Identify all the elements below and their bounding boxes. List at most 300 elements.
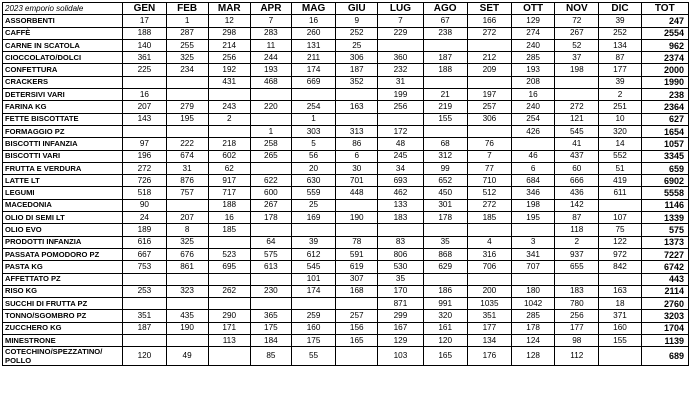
value-cell: 238 bbox=[423, 27, 467, 39]
value-cell bbox=[599, 273, 641, 285]
value-cell: 167 bbox=[378, 322, 423, 334]
value-cell: 39 bbox=[599, 76, 641, 88]
row-label: CAFFÈ bbox=[3, 27, 123, 39]
value-cell: 619 bbox=[336, 261, 378, 273]
row-total-cell: 575 bbox=[641, 224, 688, 236]
value-cell: 120 bbox=[423, 335, 467, 347]
value-cell: 83 bbox=[378, 236, 423, 248]
value-cell: 937 bbox=[555, 248, 599, 260]
column-header-lug: LUG bbox=[378, 3, 423, 15]
value-cell: 255 bbox=[166, 39, 208, 51]
value-cell: 313 bbox=[336, 125, 378, 137]
value-cell: 188 bbox=[208, 199, 250, 211]
table-row bbox=[3, 335, 689, 347]
row-label: FARINA KG bbox=[3, 101, 123, 113]
column-header-tot: TOT bbox=[641, 3, 688, 15]
row-label: OLIO DI SEMI LT bbox=[3, 212, 123, 224]
value-cell bbox=[336, 113, 378, 125]
value-cell bbox=[336, 199, 378, 211]
table-row bbox=[3, 285, 689, 297]
row-label: ASSORBENTI bbox=[3, 15, 123, 27]
value-cell: 49 bbox=[166, 347, 208, 366]
value-cell: 876 bbox=[166, 175, 208, 187]
value-cell: 143 bbox=[123, 113, 166, 125]
value-cell: 16 bbox=[512, 89, 555, 101]
value-cell: 118 bbox=[555, 224, 599, 236]
value-cell bbox=[599, 347, 641, 366]
value-cell: 325 bbox=[166, 52, 208, 64]
value-cell: 67 bbox=[423, 15, 467, 27]
row-total-cell: 2114 bbox=[641, 285, 688, 297]
value-cell: 195 bbox=[166, 113, 208, 125]
value-cell: 320 bbox=[423, 310, 467, 322]
value-cell: 5 bbox=[291, 138, 335, 150]
value-cell bbox=[250, 89, 291, 101]
value-cell: 198 bbox=[555, 64, 599, 76]
value-cell: 325 bbox=[166, 236, 208, 248]
value-cell: 196 bbox=[123, 150, 166, 162]
value-cell: 842 bbox=[599, 261, 641, 273]
row-total-cell: 2374 bbox=[641, 52, 688, 64]
value-cell: 360 bbox=[378, 52, 423, 64]
table-row bbox=[3, 76, 689, 88]
value-cell: 177 bbox=[599, 64, 641, 76]
row-label: OLIO EVO bbox=[3, 224, 123, 236]
value-cell bbox=[250, 273, 291, 285]
value-cell: 306 bbox=[467, 113, 511, 125]
value-cell: 674 bbox=[166, 150, 208, 162]
value-cell: 46 bbox=[512, 150, 555, 162]
value-cell: 220 bbox=[250, 101, 291, 113]
value-cell bbox=[123, 298, 166, 310]
value-cell: 165 bbox=[423, 347, 467, 366]
value-cell bbox=[423, 125, 467, 137]
value-cell: 211 bbox=[291, 52, 335, 64]
value-cell bbox=[166, 199, 208, 211]
row-label: MACEDONIA bbox=[3, 199, 123, 211]
value-cell: 229 bbox=[378, 27, 423, 39]
value-cell bbox=[166, 273, 208, 285]
value-cell: 166 bbox=[467, 15, 511, 27]
value-cell bbox=[166, 76, 208, 88]
value-cell: 183 bbox=[555, 285, 599, 297]
value-cell: 51 bbox=[599, 162, 641, 174]
value-cell: 62 bbox=[208, 162, 250, 174]
value-cell: 120 bbox=[123, 347, 166, 366]
value-cell: 426 bbox=[512, 125, 555, 137]
value-cell: 245 bbox=[378, 150, 423, 162]
table-row bbox=[3, 138, 689, 150]
row-label: ZUCCHERO KG bbox=[3, 322, 123, 334]
table-row bbox=[3, 322, 689, 334]
table-row bbox=[3, 125, 689, 137]
value-cell: 222 bbox=[166, 138, 208, 150]
column-header-gen: GEN bbox=[123, 3, 166, 15]
value-cell: 285 bbox=[512, 310, 555, 322]
value-cell: 299 bbox=[378, 310, 423, 322]
value-cell: 187 bbox=[423, 52, 467, 64]
value-cell: 133 bbox=[378, 199, 423, 211]
value-cell: 60 bbox=[555, 162, 599, 174]
row-total-cell: 962 bbox=[641, 39, 688, 51]
value-cell: 701 bbox=[336, 175, 378, 187]
table-row bbox=[3, 212, 689, 224]
row-label: FORMAGGIO PZ bbox=[3, 125, 123, 137]
value-cell: 86 bbox=[336, 138, 378, 150]
value-cell bbox=[250, 298, 291, 310]
value-cell: 575 bbox=[250, 248, 291, 260]
value-cell: 806 bbox=[378, 248, 423, 260]
value-cell: 717 bbox=[208, 187, 250, 199]
table-title: 2023 emporio solidale bbox=[3, 3, 123, 15]
header-row bbox=[3, 3, 689, 15]
table-row bbox=[3, 298, 689, 310]
value-cell: 87 bbox=[555, 212, 599, 224]
value-cell: 710 bbox=[467, 175, 511, 187]
value-cell: 197 bbox=[467, 89, 511, 101]
value-cell: 180 bbox=[512, 285, 555, 297]
value-cell: 346 bbox=[512, 187, 555, 199]
value-cell bbox=[291, 224, 335, 236]
value-cell bbox=[378, 39, 423, 51]
value-cell: 256 bbox=[555, 310, 599, 322]
value-cell: 185 bbox=[467, 212, 511, 224]
value-cell bbox=[423, 224, 467, 236]
value-cell: 450 bbox=[423, 187, 467, 199]
value-cell: 178 bbox=[250, 212, 291, 224]
value-cell: 240 bbox=[512, 101, 555, 113]
value-cell: 352 bbox=[336, 76, 378, 88]
column-header-nov: NOV bbox=[555, 3, 599, 15]
value-cell: 16 bbox=[291, 15, 335, 27]
value-cell: 7 bbox=[378, 15, 423, 27]
value-cell: 312 bbox=[423, 150, 467, 162]
value-cell: 7 bbox=[467, 150, 511, 162]
row-label: CARNE IN SCATOLA bbox=[3, 39, 123, 51]
value-cell: 523 bbox=[208, 248, 250, 260]
row-label: SUCCHI DI FRUTTA PZ bbox=[3, 298, 123, 310]
value-cell bbox=[250, 113, 291, 125]
value-cell: 316 bbox=[467, 248, 511, 260]
value-cell: 161 bbox=[423, 322, 467, 334]
value-cell: 468 bbox=[250, 76, 291, 88]
value-cell: 195 bbox=[512, 212, 555, 224]
value-cell: 131 bbox=[291, 39, 335, 51]
row-total-cell: 1373 bbox=[641, 236, 688, 248]
value-cell: 20 bbox=[291, 162, 335, 174]
row-label: RISO KG bbox=[3, 285, 123, 297]
value-cell bbox=[378, 224, 423, 236]
value-cell: 667 bbox=[123, 248, 166, 260]
table-row bbox=[3, 248, 689, 260]
value-cell: 693 bbox=[378, 175, 423, 187]
value-cell: 1 bbox=[250, 125, 291, 137]
value-cell: 35 bbox=[423, 236, 467, 248]
value-cell: 55 bbox=[291, 347, 335, 366]
column-header-mag: MAG bbox=[291, 3, 335, 15]
table-row bbox=[3, 64, 689, 76]
value-cell: 243 bbox=[208, 101, 250, 113]
value-cell: 199 bbox=[378, 89, 423, 101]
table-row bbox=[3, 273, 689, 285]
value-cell bbox=[123, 335, 166, 347]
table-row bbox=[3, 150, 689, 162]
value-cell: 17 bbox=[123, 15, 166, 27]
value-cell: 253 bbox=[123, 285, 166, 297]
value-cell: 753 bbox=[123, 261, 166, 273]
value-cell: 177 bbox=[555, 322, 599, 334]
value-cell: 559 bbox=[291, 187, 335, 199]
table-row bbox=[3, 101, 689, 113]
value-cell: 64 bbox=[250, 236, 291, 248]
value-cell: 163 bbox=[599, 285, 641, 297]
row-total-cell: 247 bbox=[641, 15, 688, 27]
table-row bbox=[3, 89, 689, 101]
value-cell: 757 bbox=[166, 187, 208, 199]
value-cell: 298 bbox=[208, 27, 250, 39]
value-cell: 14 bbox=[599, 138, 641, 150]
value-cell: 11 bbox=[250, 39, 291, 51]
value-cell: 695 bbox=[208, 261, 250, 273]
value-cell: 68 bbox=[423, 138, 467, 150]
value-cell bbox=[166, 298, 208, 310]
value-cell: 8 bbox=[166, 224, 208, 236]
column-header-dic: DIC bbox=[599, 3, 641, 15]
row-label: DETERSIVI VARI bbox=[3, 89, 123, 101]
value-cell: 371 bbox=[599, 310, 641, 322]
value-cell: 707 bbox=[512, 261, 555, 273]
value-cell bbox=[208, 89, 250, 101]
value-cell: 163 bbox=[336, 101, 378, 113]
value-cell: 3 bbox=[512, 236, 555, 248]
value-cell: 75 bbox=[599, 224, 641, 236]
value-cell: 31 bbox=[378, 76, 423, 88]
value-cell: 39 bbox=[291, 236, 335, 248]
value-cell: 258 bbox=[250, 138, 291, 150]
value-cell: 25 bbox=[336, 39, 378, 51]
value-cell: 274 bbox=[512, 27, 555, 39]
column-header-set: SET bbox=[467, 3, 511, 15]
value-cell: 600 bbox=[250, 187, 291, 199]
value-cell: 207 bbox=[166, 212, 208, 224]
row-total-cell: 6902 bbox=[641, 175, 688, 187]
value-cell: 320 bbox=[599, 125, 641, 137]
value-cell: 323 bbox=[166, 285, 208, 297]
value-cell: 6 bbox=[336, 150, 378, 162]
value-cell: 630 bbox=[291, 175, 335, 187]
row-total-cell: 659 bbox=[641, 162, 688, 174]
row-label: PASTA KG bbox=[3, 261, 123, 273]
row-label: CIOCCOLATO/DOLCI bbox=[3, 52, 123, 64]
value-cell: 272 bbox=[467, 199, 511, 211]
value-cell: 165 bbox=[336, 335, 378, 347]
value-cell: 2 bbox=[599, 89, 641, 101]
value-cell: 214 bbox=[208, 39, 250, 51]
table-row bbox=[3, 199, 689, 211]
value-cell: 234 bbox=[166, 64, 208, 76]
row-total-cell: 1990 bbox=[641, 76, 688, 88]
row-total-cell: 443 bbox=[641, 273, 688, 285]
value-cell: 972 bbox=[599, 248, 641, 260]
emporio-table bbox=[2, 2, 689, 366]
value-cell: 622 bbox=[250, 175, 291, 187]
value-cell: 1035 bbox=[467, 298, 511, 310]
row-label: FRUTTA E VERDURA bbox=[3, 162, 123, 174]
column-header-feb: FEB bbox=[166, 3, 208, 15]
table-row bbox=[3, 39, 689, 51]
value-cell: 128 bbox=[512, 347, 555, 366]
row-total-cell: 7227 bbox=[641, 248, 688, 260]
value-cell: 72 bbox=[555, 15, 599, 27]
value-cell bbox=[166, 335, 208, 347]
value-cell: 113 bbox=[208, 335, 250, 347]
value-cell: 419 bbox=[599, 175, 641, 187]
value-cell: 192 bbox=[208, 64, 250, 76]
value-cell: 431 bbox=[208, 76, 250, 88]
value-cell: 435 bbox=[166, 310, 208, 322]
column-header-giu: GIU bbox=[336, 3, 378, 15]
value-cell: 30 bbox=[336, 162, 378, 174]
value-cell: 218 bbox=[208, 138, 250, 150]
row-total-cell: 5558 bbox=[641, 187, 688, 199]
value-cell: 1042 bbox=[512, 298, 555, 310]
value-cell: 545 bbox=[291, 261, 335, 273]
value-cell: 265 bbox=[250, 150, 291, 162]
table-row bbox=[3, 52, 689, 64]
value-cell: 37 bbox=[555, 52, 599, 64]
value-cell: 530 bbox=[378, 261, 423, 273]
value-cell: 991 bbox=[423, 298, 467, 310]
value-cell: 56 bbox=[291, 150, 335, 162]
value-cell bbox=[208, 298, 250, 310]
value-cell: 41 bbox=[555, 138, 599, 150]
value-cell: 171 bbox=[208, 322, 250, 334]
table-row bbox=[3, 15, 689, 27]
value-cell bbox=[291, 89, 335, 101]
value-cell: 613 bbox=[250, 261, 291, 273]
value-cell bbox=[512, 273, 555, 285]
value-cell: 868 bbox=[423, 248, 467, 260]
value-cell: 186 bbox=[423, 285, 467, 297]
column-header-apr: APR bbox=[250, 3, 291, 15]
value-cell bbox=[555, 89, 599, 101]
value-cell bbox=[423, 273, 467, 285]
row-total-cell: 2364 bbox=[641, 101, 688, 113]
value-cell: 301 bbox=[423, 199, 467, 211]
value-cell bbox=[467, 39, 511, 51]
value-cell: 90 bbox=[123, 199, 166, 211]
value-cell: 103 bbox=[378, 347, 423, 366]
value-cell: 25 bbox=[291, 199, 335, 211]
value-cell: 257 bbox=[336, 310, 378, 322]
value-cell: 155 bbox=[423, 113, 467, 125]
value-cell: 200 bbox=[467, 285, 511, 297]
value-cell: 306 bbox=[336, 52, 378, 64]
value-cell: 188 bbox=[123, 27, 166, 39]
value-cell: 175 bbox=[291, 335, 335, 347]
value-cell: 257 bbox=[467, 101, 511, 113]
row-label: MINESTRONE bbox=[3, 335, 123, 347]
value-cell: 591 bbox=[336, 248, 378, 260]
emporio-table-container bbox=[2, 2, 689, 366]
value-cell: 917 bbox=[208, 175, 250, 187]
value-cell bbox=[166, 89, 208, 101]
value-cell: 669 bbox=[291, 76, 335, 88]
value-cell: 122 bbox=[599, 236, 641, 248]
value-cell: 107 bbox=[599, 212, 641, 224]
value-cell bbox=[123, 273, 166, 285]
value-cell bbox=[467, 76, 511, 88]
row-label: LEGUMI bbox=[3, 187, 123, 199]
value-cell: 448 bbox=[336, 187, 378, 199]
value-cell bbox=[555, 273, 599, 285]
row-total-cell: 2554 bbox=[641, 27, 688, 39]
row-total-cell: 3345 bbox=[641, 150, 688, 162]
value-cell: 655 bbox=[555, 261, 599, 273]
row-total-cell: 1146 bbox=[641, 199, 688, 211]
value-cell: 99 bbox=[423, 162, 467, 174]
value-cell: 18 bbox=[599, 298, 641, 310]
value-cell: 184 bbox=[250, 335, 291, 347]
value-cell: 187 bbox=[123, 322, 166, 334]
value-cell: 112 bbox=[555, 347, 599, 366]
value-cell: 207 bbox=[123, 101, 166, 113]
value-cell bbox=[336, 89, 378, 101]
value-cell: 12 bbox=[208, 15, 250, 27]
value-cell: 193 bbox=[250, 64, 291, 76]
value-cell: 262 bbox=[208, 285, 250, 297]
value-cell: 612 bbox=[291, 248, 335, 260]
value-cell: 87 bbox=[599, 52, 641, 64]
table-row bbox=[3, 236, 689, 248]
value-cell: 177 bbox=[467, 322, 511, 334]
value-cell bbox=[378, 113, 423, 125]
value-cell: 174 bbox=[291, 64, 335, 76]
row-total-cell: 6742 bbox=[641, 261, 688, 273]
column-header-ott: OTT bbox=[512, 3, 555, 15]
value-cell: 365 bbox=[250, 310, 291, 322]
row-label: BISCOTTI INFANZIA bbox=[3, 138, 123, 150]
value-cell: 666 bbox=[555, 175, 599, 187]
value-cell: 77 bbox=[467, 162, 511, 174]
value-cell: 34 bbox=[378, 162, 423, 174]
value-cell: 252 bbox=[336, 27, 378, 39]
value-cell: 684 bbox=[512, 175, 555, 187]
row-total-cell: 3203 bbox=[641, 310, 688, 322]
row-label: FETTE BISCOTTATE bbox=[3, 113, 123, 125]
row-total-cell: 1339 bbox=[641, 212, 688, 224]
value-cell: 212 bbox=[467, 52, 511, 64]
value-cell: 175 bbox=[250, 322, 291, 334]
value-cell: 259 bbox=[291, 310, 335, 322]
table-row bbox=[3, 175, 689, 187]
value-cell: 140 bbox=[123, 39, 166, 51]
value-cell: 252 bbox=[599, 27, 641, 39]
value-cell: 219 bbox=[423, 101, 467, 113]
value-cell: 98 bbox=[555, 335, 599, 347]
value-cell: 183 bbox=[378, 212, 423, 224]
row-total-cell: 689 bbox=[641, 347, 688, 366]
value-cell: 208 bbox=[512, 76, 555, 88]
value-cell bbox=[250, 162, 291, 174]
value-cell: 272 bbox=[467, 27, 511, 39]
value-cell: 124 bbox=[512, 335, 555, 347]
value-cell: 303 bbox=[291, 125, 335, 137]
value-cell: 351 bbox=[123, 310, 166, 322]
value-cell: 244 bbox=[250, 52, 291, 64]
value-cell: 76 bbox=[467, 138, 511, 150]
value-cell bbox=[512, 138, 555, 150]
